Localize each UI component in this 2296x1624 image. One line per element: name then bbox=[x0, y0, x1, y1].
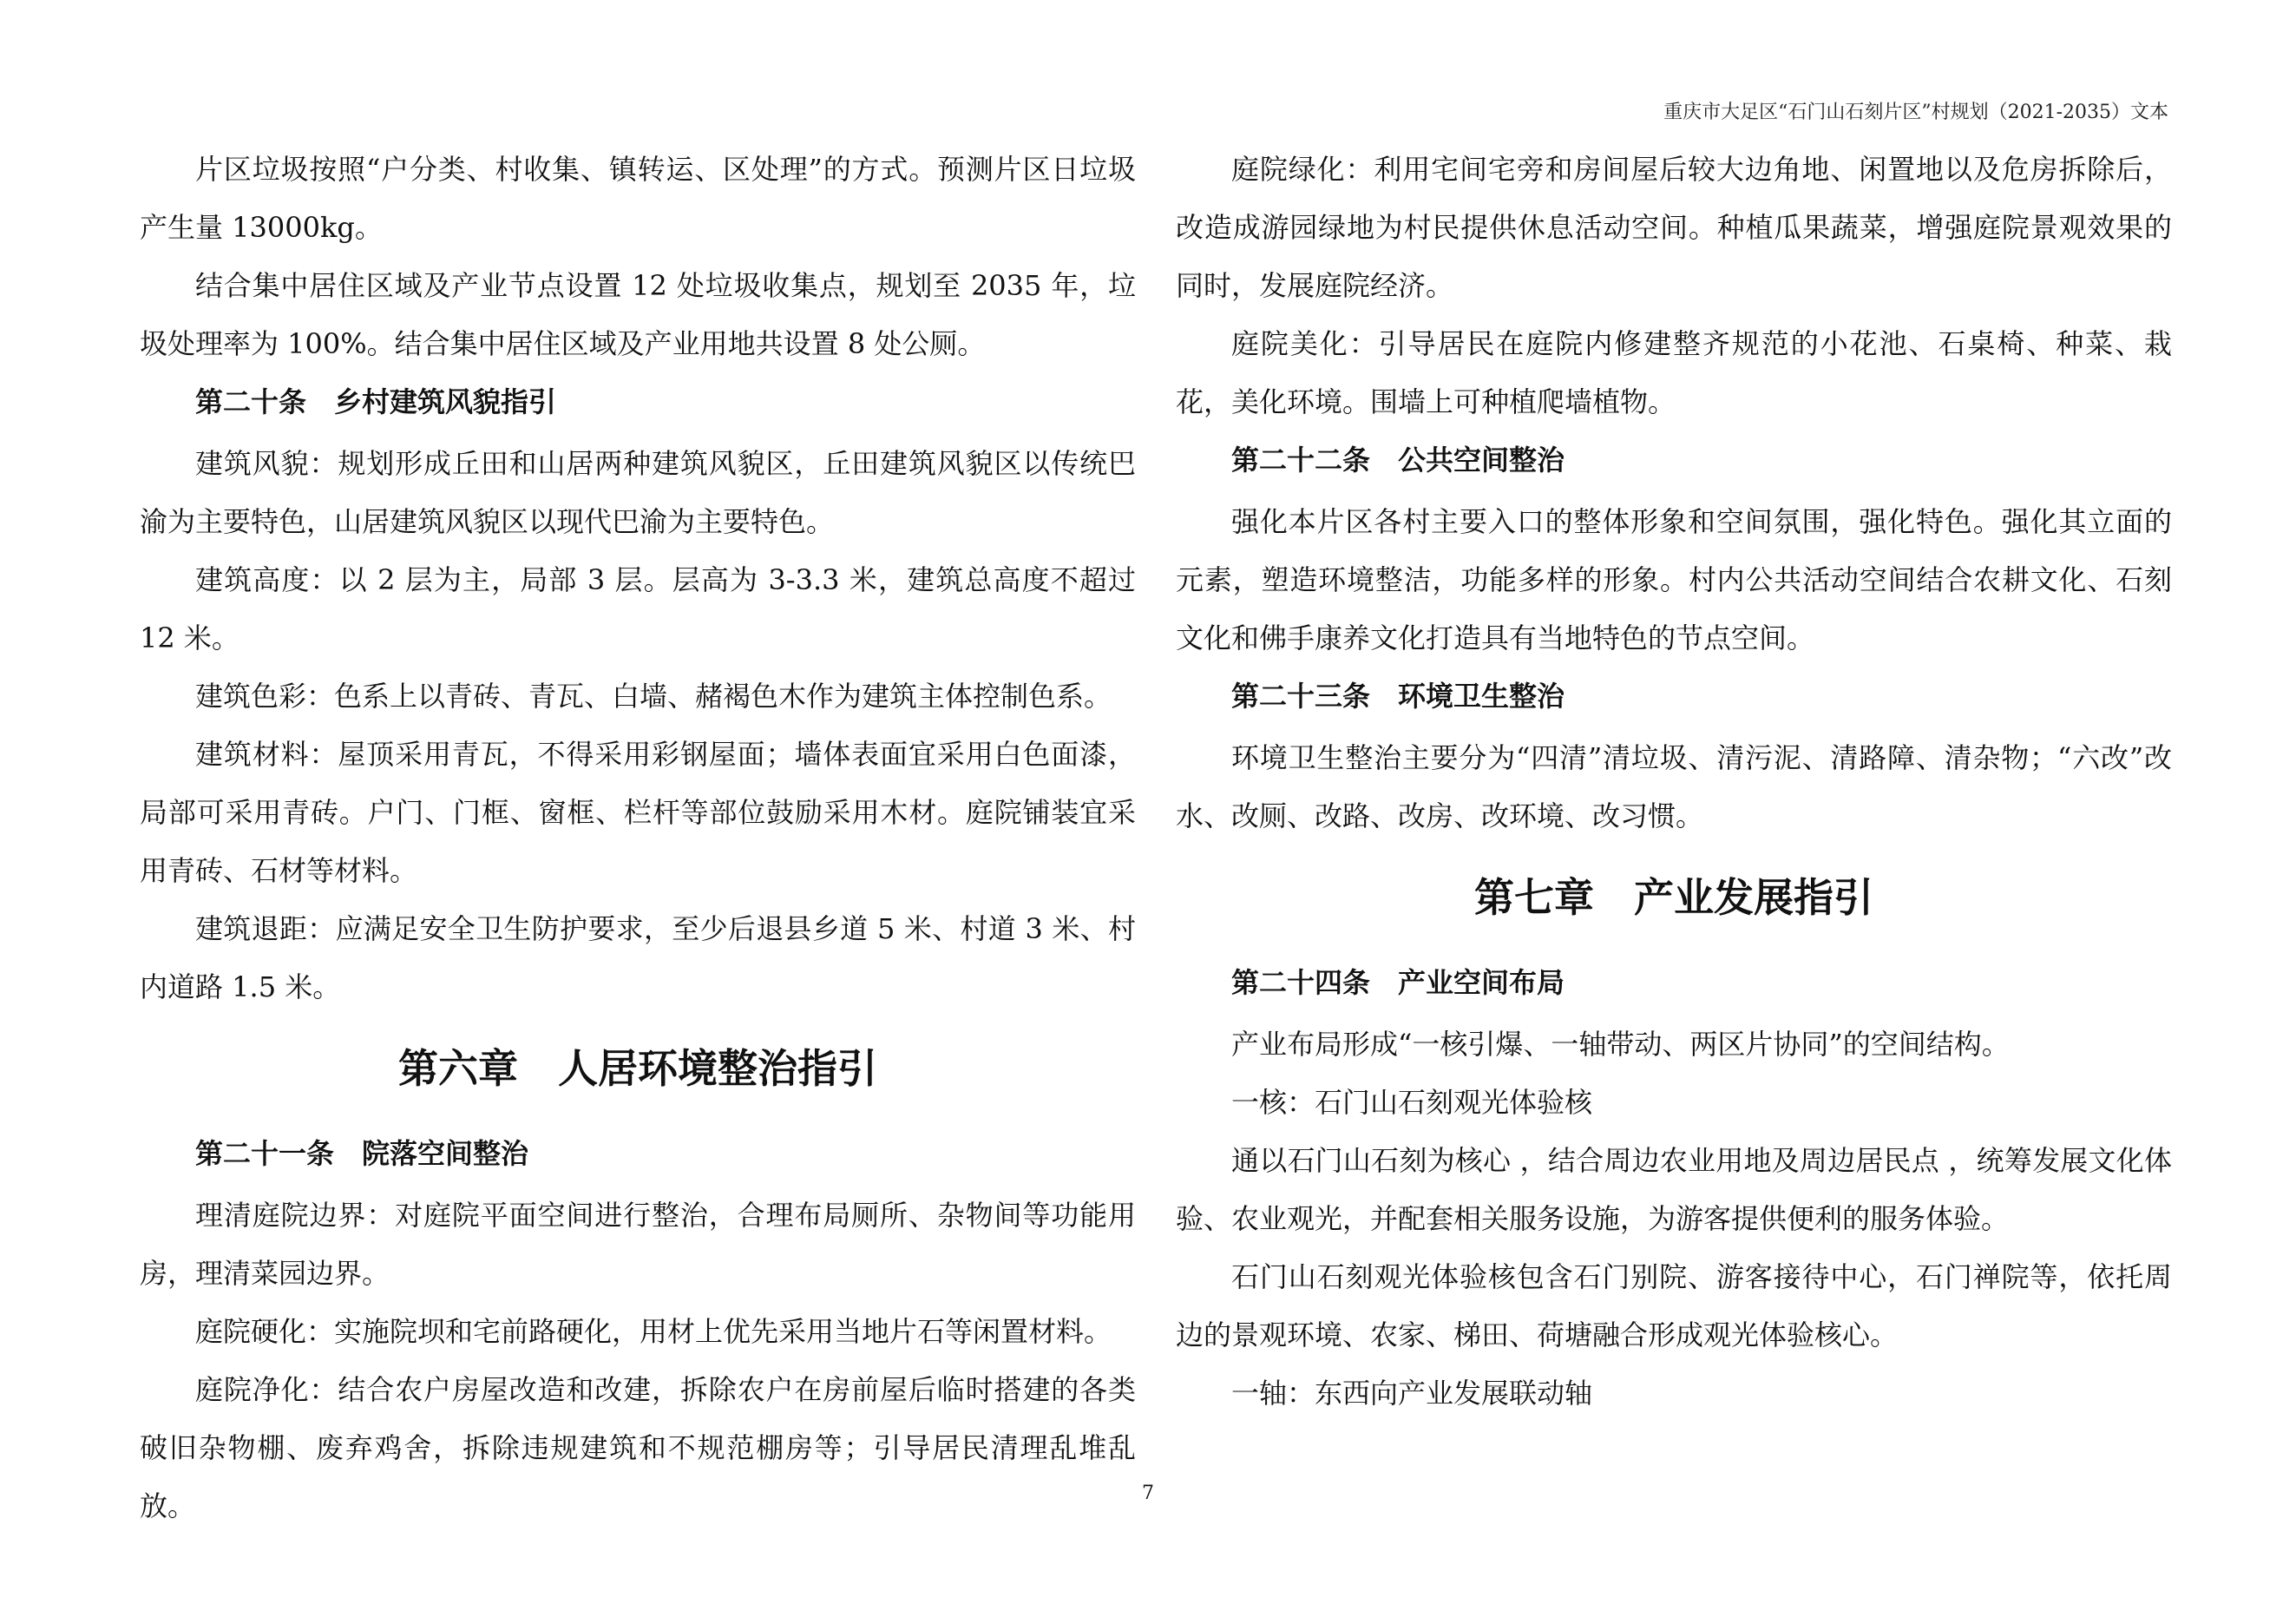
paragraph: 建筑材料：屋顶采用青瓦，不得采用彩钢屋面；墙体表面宜采用白色面漆，局部可采用青砖。户门、门框、窗框、栏杆等部位鼓励采用木材。庭院铺装宜采用青砖、石材等材料。 bbox=[140, 738, 1136, 887]
paragraph: 强化本片区各村主要入口的整体形象和空间氛围，强化特色。强化其立面的元素，塑造环境整洁，功能多样的形象。村内公共活动空间结合农耕文化、石刻文化和佛手康养文化打造具有当地特色的节点空间。 bbox=[1176, 505, 2172, 654]
paragraph: 建筑风貌：规划形成丘田和山居两种建筑风貌区，丘田建筑风貌区以传统巴渝为主要特色，山居建筑风貌区以现代巴渝为主要特色。 bbox=[140, 447, 1136, 538]
left-column bbox=[140, 141, 1136, 1535]
paragraph: 庭院绿化：利用宅间宅旁和房间屋后较大边角地、闲置地以及危房拆除后，改造成游园绿地为村民提供休息活动空间。种植瓜果蔬菜，增强庭院景观效果的同时，发展庭院经济。 bbox=[1176, 153, 2172, 302]
article-heading: 第二十四条 产业空间布局 bbox=[1231, 966, 1565, 999]
chapter-heading: 第六章 人居环境整治指引 bbox=[398, 1045, 877, 1092]
paragraph: 庭院美化：引导居民在庭院内修建整齐规范的小花池、石桌椅、种菜、栽花，美化环境。围墙上可种植爬墙植物。 bbox=[1176, 327, 2172, 418]
paragraph: 片区垃圾按照“户分类、村收集、镇转运、区处理”的方式。预测片区日垃圾产生量 13000kg。 bbox=[140, 153, 1136, 244]
paragraph: 石门山石刻观光体验核包含石门别院、游客接待中心，石门禅院等，依托周边的景观环境、农家、梯田、荷塘融合形成观光体验核心。 bbox=[1176, 1260, 2172, 1351]
right-column bbox=[1176, 141, 2172, 1423]
paragraph: 结合集中居住区域及产业节点设置 12 处垃圾收集点，规划至 2035 年，垃圾处理率为 100%。结合集中居住区域及产业用地共设置 8 处公厕。 bbox=[140, 269, 1136, 360]
article-heading: 第二十一条 院落空间整治 bbox=[195, 1137, 529, 1170]
page-number: 7 bbox=[1142, 1483, 1154, 1504]
article-heading: 第二十二条 公共空间整治 bbox=[1231, 444, 1565, 477]
chapter-heading: 第七章 产业发展指引 bbox=[1474, 874, 1873, 921]
paragraph: 产业布局形成“一核引爆、一轴带动、两区片协同”的空间结构。 bbox=[1231, 1028, 2010, 1061]
article-heading: 第二十条 乡村建筑风貌指引 bbox=[195, 385, 557, 418]
paragraph: 一核：石门山石刻观光体验核 bbox=[1231, 1086, 1593, 1119]
paragraph: 建筑高度：以 2 层为主，局部 3 层。层高为 3-3.3 米，建筑总高度不超过 12 米。 bbox=[140, 563, 1136, 654]
paragraph: 一轴：东西向产业发展联动轴 bbox=[1231, 1377, 1593, 1410]
article-heading: 第二十三条 环境卫生整治 bbox=[1231, 680, 1565, 713]
paragraph: 环境卫生整治主要分为“四清”清垃圾、清污泥、清路障、清杂物；“六改”改水、改厕、改路、改房、改环境、改习惯。 bbox=[1176, 741, 2172, 832]
paragraph: 通以石门山石刻为核心 ，结合周边农业用地及周边居民点 ，统筹发展文化体验、农业观光，并配套相关服务设施，为游客提供便利的服务体验。 bbox=[1176, 1144, 2172, 1235]
paragraph: 建筑退距：应满足安全卫生防护要求，至少后退县乡道 5 米、村道 3 米、村内道路 1.5 米。 bbox=[140, 912, 1136, 1003]
paragraph: 理清庭院边界：对庭院平面空间进行整治，合理布局厕所、杂物间等功能用房，理清菜园边界。 bbox=[140, 1199, 1136, 1290]
paragraph: 建筑色彩：色系上以青砖、青瓦、白墙、赭褐色木作为建筑主体控制色系。 bbox=[195, 680, 1112, 713]
paragraph: 庭院净化：结合农户房屋改造和改建，拆除农户在房前屋后临时搭建的各类破旧杂物棚、废弃鸡舍，拆除违规建筑和不规范棚房等；引导居民清理乱堆乱放。 bbox=[140, 1373, 1136, 1522]
document-header: 重庆市大足区“石门山石刻片区”村规划（2021-2035）文本 bbox=[1663, 102, 2168, 123]
paragraph: 庭院硬化：实施院坝和宅前路硬化，用材上优先采用当地片石等闲置材料。 bbox=[195, 1315, 1112, 1348]
